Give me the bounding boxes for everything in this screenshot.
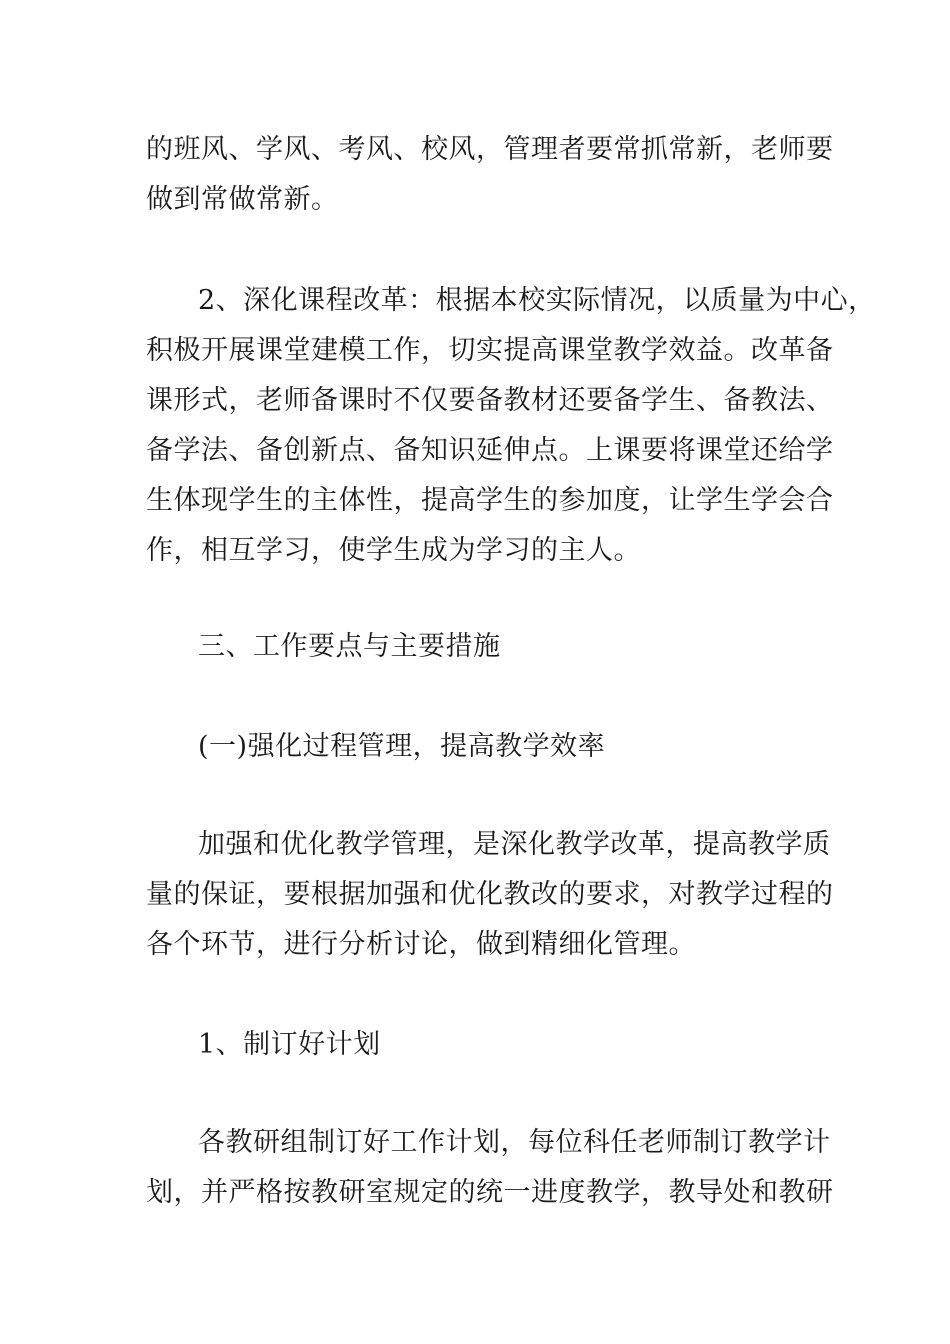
section-heading-work-points [146,622,816,672]
text-line: 划，并严格按教研室规定的统一进度教学，教导处和教研 [146,1177,834,1208]
paragraph-school-spirit [146,125,834,225]
text-line: 1、制订好计划 [198,1029,381,1060]
text-line: 量的保证，要根据加强和优化教改的要求，对教学过程的 [146,879,834,910]
text-line: 加强和优化教学管理，是深化教学改革，提高教学质 [198,829,831,860]
text-line: 各教研组制订好工作计划，每位科任老师制订教学计 [198,1127,831,1158]
paragraph-curriculum-reform [146,276,876,576]
text-line: 备学法、备创新点、备知识延伸点。上课要将课堂还给学 [146,435,834,466]
text-line: 生体现学生的主体性，提高学生的参加度，让学生学会合 [146,485,834,516]
text-line: 作，相互学习，使学生成为学习的主人。 [146,535,641,566]
text-line: 课形式，老师备课时不仅要备教材还要备学生、备教法、 [146,385,834,416]
item-heading-make-plan [146,1020,816,1070]
text-line: 积极开展课堂建模工作，切实提高课堂教学效益。改革备 [146,335,834,366]
paragraph-teaching-plan [146,1118,834,1218]
text-line: 2、深化课程改革：根据本校实际情况，以质量为中心， [198,285,876,316]
text-line: 做到常做常新。 [146,184,339,215]
text-line: 各个环节，进行分析讨论，做到精细化管理。 [146,929,696,960]
subsection-heading-process-management [146,722,816,772]
paragraph-teaching-management [146,820,834,970]
text-line: 三、工作要点与主要措施 [198,631,501,662]
text-line: 的班风、学风、考风、校风，管理者要常抓常新，老师要 [146,134,834,165]
text-line: (一)强化过程管理，提高教学效率 [198,731,606,762]
